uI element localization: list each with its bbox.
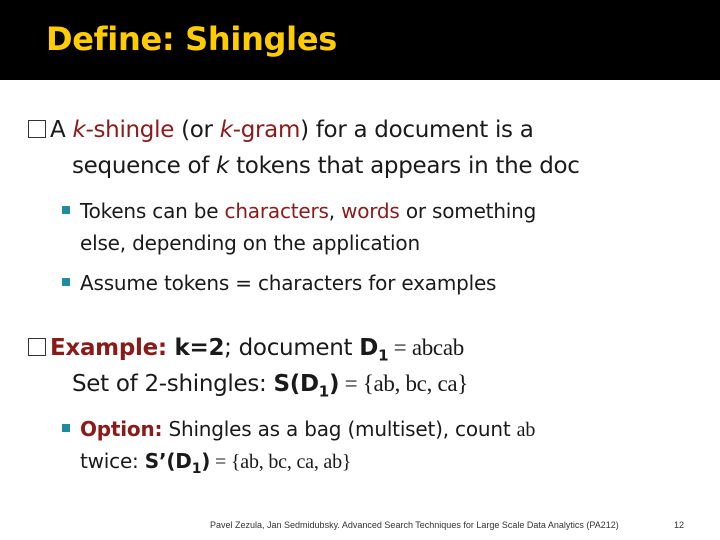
text: = xyxy=(210,451,231,473)
highlight-shingle: -shingle xyxy=(85,117,175,143)
text: twice: xyxy=(80,449,145,473)
text: Set of 2-shingles: xyxy=(72,371,274,397)
italic-k: k xyxy=(216,153,230,179)
text: Shingles as a bag (multiset), count xyxy=(162,417,517,441)
set-subscript: 1 xyxy=(318,382,329,401)
text: else, depending on the application xyxy=(80,231,420,255)
set-label: S(D xyxy=(273,371,319,397)
bag-set: {ab, bc, ca, ab} xyxy=(230,451,352,473)
bullet-square-icon xyxy=(62,278,70,286)
text: Assume tokens = characters for examples xyxy=(80,271,497,295)
bullet-kshingle-definition xyxy=(28,112,534,148)
highlight-gram: -gram xyxy=(232,117,301,143)
highlight-example: Example: xyxy=(50,335,167,361)
text: sequence of xyxy=(72,153,217,179)
doc-subscript: 1 xyxy=(378,346,389,365)
slide-title: Define: Shingles xyxy=(46,20,337,58)
text: = xyxy=(388,335,412,360)
set-label-close: ) xyxy=(328,371,340,397)
sub-bullet-option-line2 xyxy=(80,446,351,484)
text: ) for a document is a xyxy=(300,117,534,143)
sub-bullet-assume xyxy=(80,268,496,298)
page-number: 12 xyxy=(674,520,685,530)
sub-bullet-tokens xyxy=(80,196,536,226)
highlight-words: words xyxy=(341,199,400,223)
bag-label: S’(D xyxy=(144,449,192,473)
doc-label: D xyxy=(359,335,379,361)
footer-citation: Pavel Zezula, Jan Sedmidubsky. Advanced Search Techniques for Large Scale Data Analytics (PA212) xyxy=(210,520,619,530)
text: ; document xyxy=(224,335,360,361)
sub-bullet-tokens-line2 xyxy=(80,228,420,258)
highlight-k: k xyxy=(72,117,86,143)
token-ab: ab xyxy=(516,419,536,441)
bullet-square-icon xyxy=(62,424,70,432)
text: = xyxy=(339,371,363,396)
doc-content: abcab xyxy=(411,335,464,360)
bullet-kshingle-definition-line2 xyxy=(28,148,580,184)
text: or something xyxy=(399,199,537,223)
text: tokens that appears in the doc xyxy=(229,153,580,179)
sub-bullet-option xyxy=(80,414,535,445)
missing-glyph-icon xyxy=(28,120,46,138)
bag-label-close: ) xyxy=(201,449,211,473)
bullet-example-line2 xyxy=(28,366,468,410)
shingle-set: {ab, bc, ca} xyxy=(362,371,469,396)
bag-subscript: 1 xyxy=(191,461,202,477)
highlight-characters: characters xyxy=(224,199,329,223)
text: Tokens can be xyxy=(80,199,225,223)
text: A xyxy=(50,117,73,143)
missing-glyph-icon xyxy=(28,338,46,356)
title-bar xyxy=(0,0,720,80)
highlight-option: Option: xyxy=(80,417,163,441)
text: , xyxy=(328,199,342,223)
k-value: k=2 xyxy=(166,335,225,361)
highlight-k: k xyxy=(219,117,233,143)
text: (or xyxy=(174,117,220,143)
bullet-square-icon xyxy=(62,206,70,214)
